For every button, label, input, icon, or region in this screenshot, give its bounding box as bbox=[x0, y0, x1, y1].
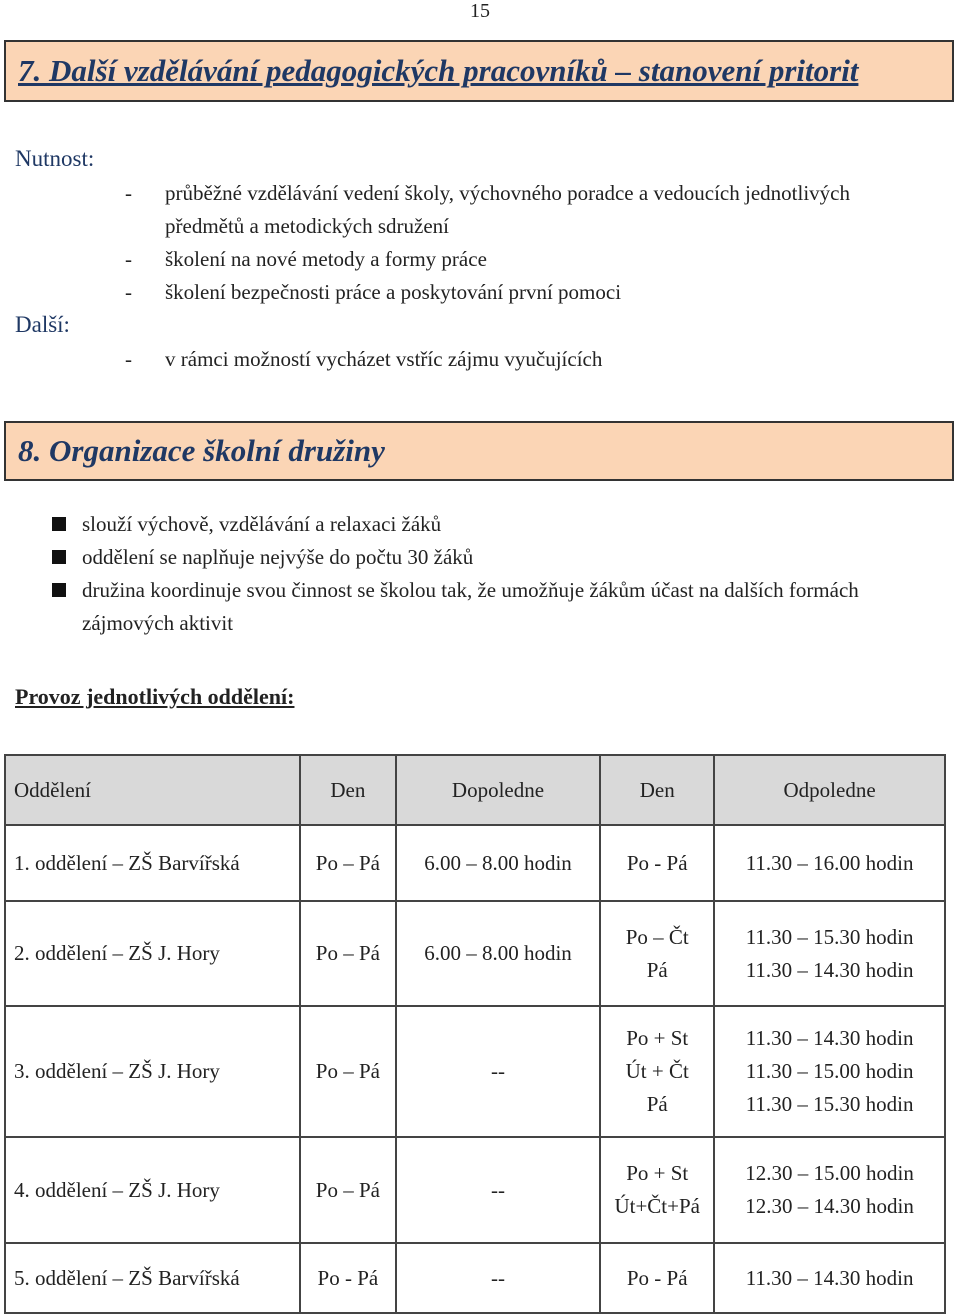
list-item bbox=[125, 343, 925, 376]
cell-oddeleni: 5. oddělení – ZŠ Barvířská bbox=[5, 1243, 300, 1313]
dash: - bbox=[125, 247, 132, 271]
section-7-title: 7. Další vzdělávání pedagogických pracovníků – stanovení pritorit bbox=[18, 53, 859, 88]
header-dopoledne: Dopoledne bbox=[396, 755, 601, 825]
list-item-text: slouží výchově, vzdělávání a relaxaci žáků bbox=[82, 512, 442, 536]
header-den: Den bbox=[300, 755, 396, 825]
cell-den: Po – Pá bbox=[300, 1137, 396, 1243]
nutnost-label: Nutnost: bbox=[15, 146, 95, 171]
cell-odpoledne bbox=[714, 901, 945, 1006]
table-row bbox=[5, 1137, 945, 1243]
cell-line: 12.30 – 15.00 hodin bbox=[745, 1161, 914, 1185]
cell-odpoledne bbox=[714, 1243, 945, 1313]
cell-line: Po - Pá bbox=[626, 1265, 688, 1290]
cell-dopoledne: 6.00 – 8.00 hodin bbox=[396, 901, 601, 1006]
schedule-table bbox=[4, 754, 946, 1314]
cell-den: Po – Pá bbox=[300, 825, 396, 901]
dalsi-label: Další: bbox=[15, 312, 70, 337]
cell-line: Út + Čt bbox=[625, 1059, 689, 1083]
cell-line: 11.30 – 16.00 hodin bbox=[745, 850, 914, 875]
cell-den-2 bbox=[600, 901, 714, 1006]
cell-line: 11.30 – 15.30 hodin bbox=[745, 1092, 914, 1116]
page-number: 15 bbox=[470, 0, 490, 22]
list-item-text: družina koordinuje svou činnost se školou tak, že umožňuje žákům účast na dalších formách zájmových aktivit bbox=[82, 578, 859, 635]
cell-line: Po + St bbox=[626, 1026, 689, 1050]
cell-line: 11.30 – 14.30 hodin bbox=[745, 1265, 914, 1290]
cell-oddeleni: 4. oddělení – ZŠ J. Hory bbox=[5, 1137, 300, 1243]
table-row bbox=[5, 825, 945, 901]
section-8-heading bbox=[4, 421, 954, 481]
header-den-2: Den bbox=[600, 755, 714, 825]
list-item-text: průběžné vzdělávání vedení školy, výchovného poradce a vedoucích jednotlivých předmětů a metodických sdružení bbox=[165, 181, 850, 238]
cell-line: 11.30 – 14.30 hodin bbox=[745, 957, 914, 982]
list-item bbox=[125, 276, 925, 309]
cell-line: Po – Čt bbox=[625, 924, 689, 949]
cell-dopoledne: 6.00 – 8.00 hodin bbox=[396, 825, 601, 901]
nutnost-list bbox=[125, 177, 925, 309]
cell-line: Pá bbox=[646, 957, 668, 982]
cell-odpoledne bbox=[714, 825, 945, 901]
table-header-row bbox=[5, 755, 945, 825]
cell-line: 11.30 – 15.30 hodin bbox=[745, 924, 914, 949]
cell-den: Po – Pá bbox=[300, 1006, 396, 1137]
cell-den-2 bbox=[600, 1137, 714, 1243]
table-row bbox=[5, 1006, 945, 1137]
dash: - bbox=[125, 181, 132, 205]
list-item-text: oddělení se naplňuje nejvýše do počtu 30 žáků bbox=[82, 545, 474, 569]
cell-odpoledne bbox=[714, 1137, 945, 1243]
square-bullet-icon bbox=[52, 550, 66, 564]
cell-den-2 bbox=[600, 825, 714, 901]
cell-oddeleni: 1. oddělení – ZŠ Barvířská bbox=[5, 825, 300, 901]
cell-odpoledne bbox=[714, 1006, 945, 1137]
druzina-bullet-list bbox=[52, 508, 932, 640]
cell-dopoledne: -- bbox=[396, 1137, 601, 1243]
cell-line: Po - Pá bbox=[626, 850, 688, 875]
cell-line: Po + St bbox=[626, 1161, 689, 1185]
cell-oddeleni: 2. oddělení – ZŠ J. Hory bbox=[5, 901, 300, 1006]
list-item bbox=[52, 541, 932, 574]
list-item-text: školení bezpečnosti práce a poskytování první pomoci bbox=[165, 280, 622, 304]
list-item bbox=[125, 177, 925, 243]
table-row bbox=[5, 1243, 945, 1313]
section-8-title: 8. Organizace školní družiny bbox=[18, 433, 385, 468]
dash: - bbox=[125, 347, 132, 371]
cell-line: Pá bbox=[646, 1092, 668, 1116]
cell-line: Út+Čt+Pá bbox=[614, 1194, 700, 1218]
dash: - bbox=[125, 280, 132, 304]
square-bullet-icon bbox=[52, 583, 66, 597]
cell-den-2 bbox=[600, 1243, 714, 1313]
cell-den-2 bbox=[600, 1006, 714, 1137]
cell-oddeleni: 3. oddělení – ZŠ J. Hory bbox=[5, 1006, 300, 1137]
cell-dopoledne: -- bbox=[396, 1243, 601, 1313]
cell-den: Po - Pá bbox=[300, 1243, 396, 1313]
section-7-heading bbox=[4, 40, 954, 102]
header-oddeleni: Oddělení bbox=[5, 755, 300, 825]
list-item bbox=[52, 574, 932, 640]
cell-dopoledne: -- bbox=[396, 1006, 601, 1137]
cell-line: 11.30 – 14.30 hodin bbox=[745, 1026, 914, 1050]
dalsi-list bbox=[125, 343, 925, 376]
provoz-title: Provoz jednotlivých oddělení: bbox=[15, 684, 295, 709]
header-odpoledne: Odpoledne bbox=[714, 755, 945, 825]
cell-line: 12.30 – 14.30 hodin bbox=[745, 1194, 914, 1218]
list-item-text: školení na nové metody a formy práce bbox=[165, 247, 487, 271]
list-item bbox=[52, 508, 932, 541]
table-row bbox=[5, 901, 945, 1006]
square-bullet-icon bbox=[52, 517, 66, 531]
list-item-text: v rámci možností vycházet vstříc zájmu vyučujících bbox=[165, 347, 603, 371]
cell-den: Po – Pá bbox=[300, 901, 396, 1006]
list-item bbox=[125, 243, 925, 276]
cell-line: 11.30 – 15.00 hodin bbox=[745, 1059, 914, 1083]
